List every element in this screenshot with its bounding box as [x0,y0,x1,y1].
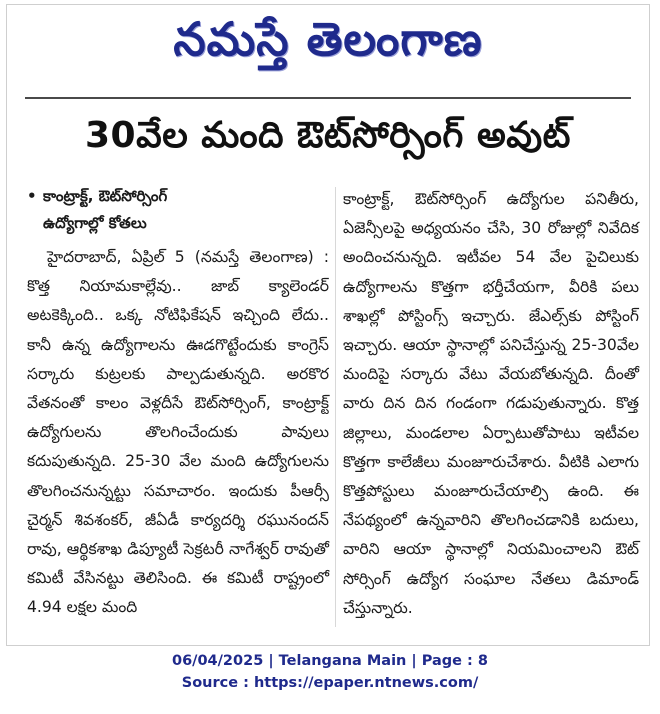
bullet-icon: • [27,187,37,205]
article-body-right: కాంట్రాక్ట్, ఔట్‌సోర్సింగ్ ఉద్యోగుల పనితీరు, ఏజెన్సీలపై అధ్యయనం చేసి, 30 రోజుల్లో నివేదిక అందించనున్నది. ఇటీవల 54 వేల పైచిలుకు ఉద్యోగాలను కొత్తగా భర్తీచేయగా, వీరికి పలు శాఖల్లో పోస్టింగ్స్ ఇచ్చారు. జేఎల్స్‌కు పోస్టింగ్ ఇచ్చారు. ఆయా స్థానాల్లో పనిచేస్తున్న 25-30వేల మందిపై సర్కారు వేటు వేయబోతున్నది. దీంతో వారు దిన దిన గండంగా గడుపుతున్నారు. కొత్త జిల్లాలు, మండలాల ఏర్పాటుతోపాటు ఇటీవల కొత్తగా కాలేజీలు మంజూరుచేశారు. వీటికి ఎలాగు కొత్తపోస్టులు మంజూరుచేయాల్సి ఉంది. ఈ నేపథ్యంలో ఉన్నవారిని తొలగించడానికి బదులు, వారిని ఆయా స్థానాల్లో నియమించాలని ఔట్ సోర్సింగ్ ఉద్యోగ సంఘాల నేతలు డిమాండ్ చేస్తున్నారు. [343,190,639,617]
newspaper-clipping [6,4,650,646]
subheading-line-2: ఉద్యోగాల్లో కోతలు [43,214,147,232]
article-body-left: హైదరాబాద్, ఏప్రిల్ 5 (నమస్తే తెలంగాణ) : కొత్త నియామకాల్లేవు.. జాబ్ క్యాలెండర్ అటకెక్కింది.. ఒక్క నోటిఫికేషన్ ఇచ్చింది లేదు.. కానీ ఉన్న ఉద్యోగాలను ఊడగొట్టేందుకు కాంగ్రెస్ సర్కారు కుట్రలకు పాల్పడుతున్నది. అరకొర వేతనంతో కాలం వెళ్లదీసే ఔట్‌సోర్సింగ్, కాంట్రాక్ట్ ఉద్యోగులను తొలగించేందుకు పావులు కదుపుతున్నది. 25-30 వేల మంది ఉద్యోగులను తొలగించనున్నట్టు సమాచారం. ఇందుకు పీఆర్సీ చైర్మన్ శివశంకర్, జీఏడీ కార్యదర్శి రఘునందన్ రావు, ఆర్థికశాఖ డిప్యూటీ సెక్రటరీ నాగేశ్వర్ రావుతో కమిటీ వేసినట్టు తెలిసింది. ఈ కమిటీ రాష్ట్రంలో 4.94 లక్షల మంది [27,248,329,617]
column-divider [335,187,336,627]
masthead-divider [25,97,631,99]
article-headline: 30వేల మంది ఔట్‌సోర్సింగ్ అవుట్ [85,115,571,156]
footer-source-link[interactable]: Source : https://epaper.ntnews.com/ [181,675,479,691]
newspaper-masthead: నమస్తే తెలంగాణ [173,12,483,66]
source-footer [0,650,660,694]
footer-date-edition: 06/04/2025 | Telangana Main | Page : 8 [171,653,488,669]
article-column-left [27,183,329,623]
article-subheading [27,183,329,237]
subheading-line-1: కాంట్రాక్ట్, ఔట్‌సోర్సింగ్ [43,187,168,205]
article-column-right [343,185,639,623]
